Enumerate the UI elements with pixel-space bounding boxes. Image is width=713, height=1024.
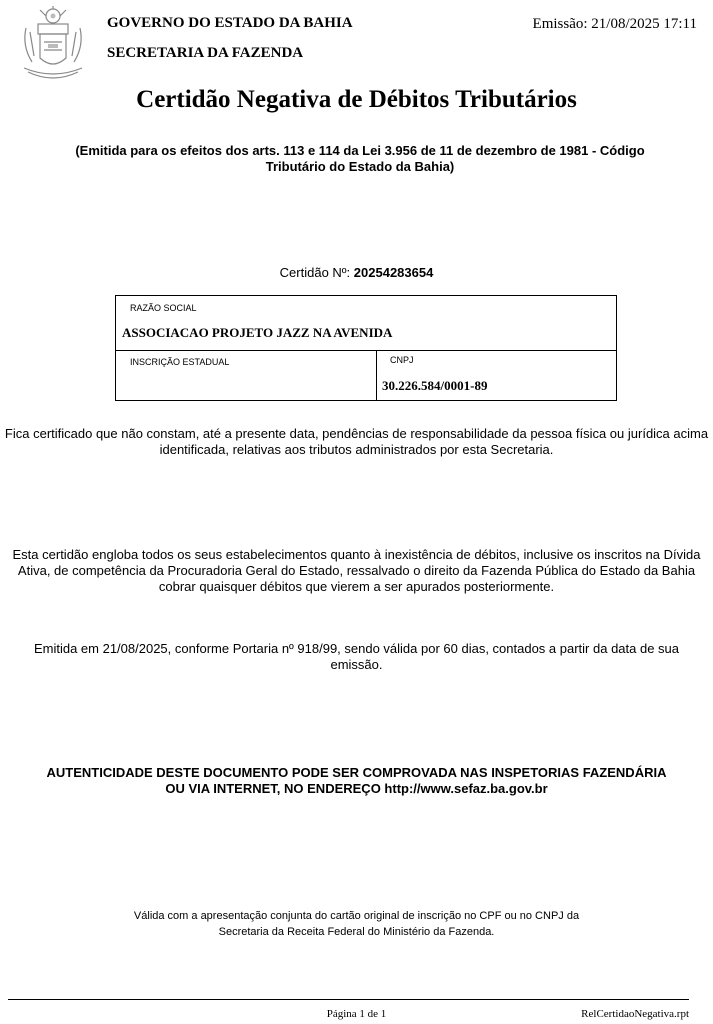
document-title: Certidão Negativa de Débitos Tributários: [136, 86, 577, 113]
divider: [376, 350, 377, 400]
certification-paragraph: [0, 426, 713, 458]
secretariat-name: SECRETARIA DA FAZENDA: [107, 45, 304, 61]
subtitle-line: Tributário do Estado da Bahia): [265, 159, 455, 174]
government-name: GOVERNO DO ESTADO DA BAHIA: [107, 15, 353, 31]
paragraph-line: Secretaria da Receita Federal do Ministério da Fazenda.: [218, 926, 495, 938]
certificate-number: 20254283654: [353, 265, 434, 280]
validity-paragraph: [0, 641, 713, 673]
certificate-number-label: Certidão Nº:: [279, 265, 351, 280]
razao-social-value: ASSOCIACAO PROJETO JAZZ NA AVENIDA: [122, 325, 393, 340]
paragraph-line: Emitida em 21/08/2025, conforme Portaria nº 918/99, sendo válida por 60 dias, contados a partir da data de sua: [33, 641, 680, 656]
footer-divider: [8, 999, 689, 1000]
presentation-notice: [0, 908, 713, 940]
paragraph-line: Esta certidão engloba todos os seus estabelecimentos quanto à inexistência de débitos, inclusive os inscritos na Dívida: [12, 547, 701, 562]
divider: [116, 350, 616, 351]
paragraph-line: OU VIA INTERNET, NO ENDEREÇO http://www.sefaz.ba.gov.br: [165, 781, 548, 796]
subtitle-line: (Emitida para os efeitos dos arts. 113 e 114 da Lei 3.956 de 11 de dezembro de 1981 - Código: [75, 143, 645, 158]
scope-paragraph: [0, 547, 713, 595]
cnpj-label: CNPJ: [390, 355, 414, 365]
report-filename: RelCertidaoNegativa.rpt: [581, 1008, 689, 1020]
paragraph-line: Fica certificado que não constam, até a presente data, pendências de responsabilidade da pessoa física ou jurídica acima: [4, 426, 709, 441]
razao-social-label: RAZÃO SOCIAL: [130, 303, 197, 313]
page-indicator: Página 1 de 1: [326, 1008, 387, 1020]
paragraph-line: Válida com a apresentação conjunta do cartão original de inscrição no CPF ou no CNPJ da: [133, 910, 580, 922]
bahia-coat-of-arms-icon: [18, 6, 88, 82]
authenticity-notice: [0, 765, 713, 797]
entity-info-box: [115, 295, 617, 401]
paragraph-line: emissão.: [330, 657, 383, 672]
certificate-number-line: [0, 265, 713, 280]
cnpj-value: 30.226.584/0001-89: [382, 378, 488, 393]
paragraph-line: Ativa, de competência da Procuradoria Geral do Estado, ressalvado o direito da Fazenda Pública do Estado da Bahia: [17, 563, 696, 578]
paragraph-line: AUTENTICIDADE DESTE DOCUMENTO PODE SER COMPROVADA NAS INSPETORIAS FAZENDÁRIA: [46, 765, 667, 780]
paragraph-line: cobrar quaisquer débitos que vierem a ser apurados posteriormente.: [158, 579, 555, 594]
inscricao-estadual-label: INSCRIÇÃO ESTADUAL: [130, 357, 230, 367]
document-subtitle: [70, 143, 650, 175]
emission-datetime: Emissão: 21/08/2025 17:11: [532, 16, 697, 32]
paragraph-line: identificada, relativas aos tributos administrados por esta Secretaria.: [159, 442, 554, 457]
